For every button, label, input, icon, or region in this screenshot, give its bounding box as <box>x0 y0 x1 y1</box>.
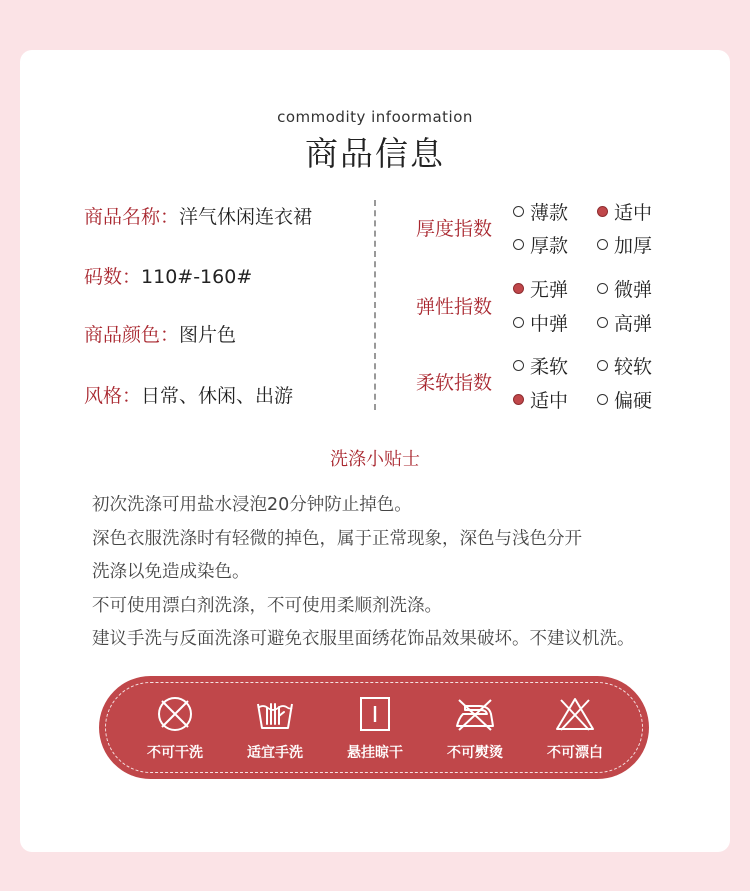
radio-dot-icon <box>597 239 608 250</box>
thickness-option: 厚款 <box>513 231 568 258</box>
spec-color-value: 图片色 <box>179 324 237 346</box>
elasticity-option: 无弹 <box>513 275 568 302</box>
thickness-option: 薄款 <box>513 198 568 225</box>
spec-name-row <box>84 202 312 229</box>
radio-dot-icon <box>597 394 608 405</box>
care-item-no-dry-clean <box>130 694 220 762</box>
softness-option: 较软 <box>597 352 652 379</box>
radio-dot-icon <box>597 360 608 371</box>
radio-dot-icon <box>597 283 608 294</box>
care-label: 不可熨烫 <box>447 745 503 761</box>
no-bleach-icon <box>553 694 597 734</box>
product-info-card <box>20 50 730 852</box>
washing-tip: 初次洗涤可用盐水浸泡20分钟防止掉色。 <box>92 495 412 515</box>
softness-option: 柔软 <box>513 352 568 379</box>
thickness-option: 加厚 <box>597 231 652 258</box>
elasticity-index-label: 弹性指数 <box>416 296 493 318</box>
softness-option: 偏硬 <box>597 386 652 413</box>
care-label: 不可漂白 <box>547 745 603 761</box>
care-symbols-band <box>99 676 649 779</box>
washing-tip: 洗涤以免造成染色。 <box>92 562 250 582</box>
care-item-no-iron <box>430 694 520 762</box>
care-item-hang-dry <box>330 694 420 762</box>
care-item-no-bleach <box>530 694 620 762</box>
spec-name-value: 洋气休闲连衣裙 <box>179 206 313 228</box>
care-label: 悬挂晾干 <box>347 745 403 761</box>
radio-dot-icon <box>597 317 608 328</box>
radio-dot-selected-icon <box>513 283 524 294</box>
softness-option: 适中 <box>513 386 568 413</box>
elasticity-option: 中弹 <box>513 309 568 336</box>
spec-name-label: 商品名称： <box>84 206 180 228</box>
hang-dry-icon <box>353 694 397 734</box>
section-subtitle: commodity infoormation <box>277 108 473 126</box>
spec-style-value: 日常、休闲、出游 <box>141 385 294 407</box>
radio-dot-selected-icon <box>513 394 524 405</box>
spec-size-row <box>84 262 252 289</box>
dashed-divider <box>374 200 376 410</box>
spec-color-row <box>84 320 236 347</box>
washing-tips-title: 洗涤小贴士 <box>330 449 420 470</box>
washing-tip: 深色衣服洗涤时有轻微的掉色，属于正常现象，深色与浅色分开 <box>92 529 582 549</box>
washing-tip: 不可使用漂白剂洗涤，不可使用柔顺剂洗涤。 <box>92 596 442 616</box>
radio-dot-icon <box>513 239 524 250</box>
no-iron-icon <box>453 694 497 734</box>
care-label: 适宜手洗 <box>247 745 303 761</box>
radio-dot-selected-icon <box>597 206 608 217</box>
elasticity-option: 微弹 <box>597 275 652 302</box>
no-dry-clean-icon <box>153 694 197 734</box>
elasticity-option: 高弹 <box>597 309 652 336</box>
radio-dot-icon <box>513 317 524 328</box>
hand-wash-icon <box>253 694 297 734</box>
softness-index-label: 柔软指数 <box>416 372 493 394</box>
radio-dot-icon <box>513 360 524 371</box>
thickness-index-label: 厚度指数 <box>416 218 493 240</box>
spec-size-value: 110#-160# <box>141 266 253 288</box>
care-item-hand-wash <box>230 694 320 762</box>
spec-color-label: 商品颜色： <box>84 324 180 346</box>
care-label: 不可干洗 <box>147 745 203 761</box>
spec-style-row <box>84 381 293 408</box>
thickness-option: 适中 <box>597 198 652 225</box>
spec-size-label: 码数： <box>84 266 142 288</box>
section-title: 商品信息 <box>305 134 445 173</box>
spec-style-label: 风格： <box>84 385 142 407</box>
washing-tip: 建议手洗与反面洗涤可避免衣服里面绣花饰品效果破坏。不建议机洗。 <box>92 629 635 649</box>
radio-dot-icon <box>513 206 524 217</box>
